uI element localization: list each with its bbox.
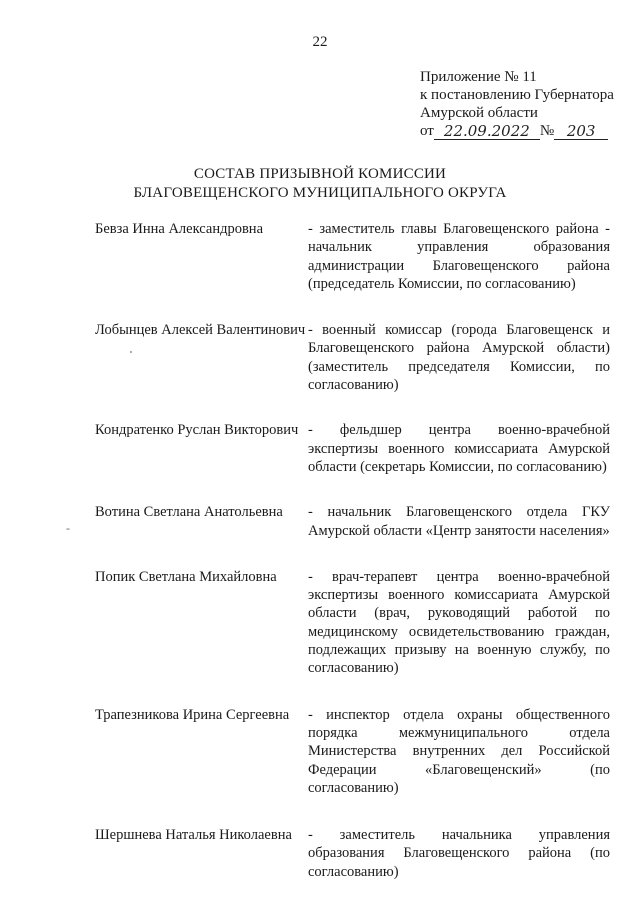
appendix-date-line bbox=[420, 122, 614, 140]
member-name: Трапезникова Ирина Сергеевна bbox=[95, 706, 290, 723]
member-row bbox=[95, 421, 615, 476]
member-row bbox=[95, 503, 615, 540]
date-prefix: от bbox=[420, 123, 434, 139]
member-role: - военный комиссар (города Благовещенск и Благовещенского района Амурской области) (заместитель председателя Комиссии, по согласованию) bbox=[308, 322, 610, 394]
commission-roster bbox=[95, 220, 615, 881]
handwritten-number: 203 bbox=[554, 123, 608, 140]
appendix-line-1: Приложение № 11 bbox=[420, 69, 537, 85]
handwritten-date: 22.09.2022 bbox=[434, 123, 540, 140]
document-title bbox=[0, 165, 640, 203]
member-row bbox=[95, 568, 615, 678]
margin-scan-mark: - bbox=[66, 521, 70, 535]
title-line-1: СОСТАВ ПРИЗЫВНОЙ КОМИССИИ bbox=[193, 166, 447, 182]
member-role: - начальник Благовещенского отдела ГКУ Амурской области «Центр занятости населения» bbox=[308, 504, 610, 539]
member-name: Лобынцев Алексей Валентинович bbox=[95, 322, 306, 339]
member-row bbox=[95, 826, 615, 881]
member-name: Кондратенко Руслан Викторович bbox=[95, 422, 299, 439]
member-name: Попик Светлана Михайловна bbox=[95, 568, 277, 585]
member-name: Вотина Светлана Анатольевна bbox=[95, 504, 283, 521]
scan-speck bbox=[130, 351, 132, 353]
member-role: - заместитель начальника управления образования Благовещенского района (по согласованию) bbox=[308, 827, 610, 880]
appendix-line-3: Амурской области bbox=[420, 105, 538, 121]
member-name: Шершнева Наталья Николаевна bbox=[95, 827, 292, 844]
member-role: - инспектор отдела охраны общественного порядка межмуниципального отдела Министерства внутренних дел Российской Федерации «Благовещенский» (по согласованию) bbox=[308, 706, 610, 796]
title-line-2: БЛАГОВЕЩЕНСКОГО МУНИЦИПАЛЬНОГО ОКРУГА bbox=[133, 185, 507, 201]
member-role: - заместитель главы Благовещенского района - начальник управления образования администрации Благовещенского района (председатель Комиссии, по согласованию) bbox=[308, 221, 610, 292]
member-row bbox=[95, 706, 615, 797]
member-role: - фельдшер центра военно-врачебной экспертизы военного комиссариата Амурской области (секретарь Комиссии, по согласованию) bbox=[308, 422, 610, 475]
appendix-line-2: к постановлению Губернатора bbox=[420, 87, 614, 103]
member-row bbox=[95, 321, 615, 394]
member-role: - врач-терапевт центра военно-врачебной экспертизы военного комиссариата Амурской области (врач, руководящий работой по медицинскому освидетельствованию граждан, подлежащих призыву на военную службу, по согласованию) bbox=[308, 568, 610, 677]
page-number: 22 bbox=[312, 34, 328, 50]
member-row bbox=[95, 220, 615, 293]
appendix-block bbox=[420, 68, 614, 140]
number-label: № bbox=[539, 123, 555, 139]
member-name: Бевза Инна Александровна bbox=[95, 221, 264, 237]
